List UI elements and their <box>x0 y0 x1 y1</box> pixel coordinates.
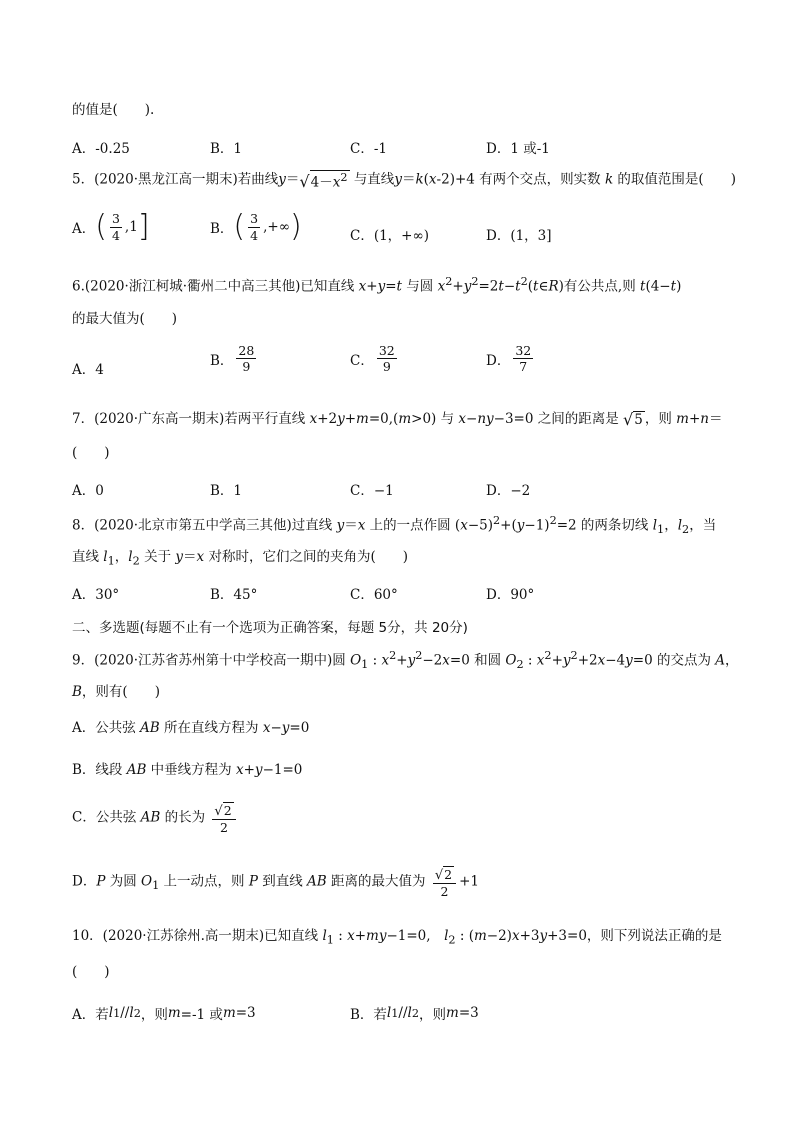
q8-option-a: A．30° <box>72 587 120 603</box>
q10-stem-line1: 10．(2020·江苏徐州.高一期末)已知直线 $l_1$ : x+my−1=0, $l_2$ : (m−2)x+3y+3=0，则下列说法正确的是 <box>72 928 722 947</box>
q4-option-c: C．-1 <box>350 141 387 157</box>
q9-option-b: B．线段 AB 中垂线方程为 x+y−1=0 <box>72 762 303 778</box>
q9-stem-line2: B，则有( ) <box>72 684 160 700</box>
q8-options <box>72 583 732 613</box>
q8-option-d: D．90° <box>486 587 535 603</box>
q4-option-d: D．1 或-1 <box>486 141 550 157</box>
q10-option-a: A．若 l 1 // l 2 ，则 m =-1 或 m =3 <box>72 1005 256 1023</box>
q5-option-c: C．(1，+∞) <box>350 228 430 244</box>
q6-option-c: C． $\frac{32}{9}$ <box>350 343 395 375</box>
q4-option-a: A．-0.25 <box>72 141 130 157</box>
q9-stem-line1: 9．(2020·江苏省苏州第十中学校高一期中)圆 $O_1$ : $x^2+y^2-2x=0$ 和圆 $O_2$ : $x^2+y^2+2x-4y=0$ 的交点为 A， <box>72 649 739 672</box>
q9-option-d: D．P 为圆 $O_1$ 上一动点，则 P 到直线 AB 距离的最大值为 √ 2 2 +1 <box>72 867 479 899</box>
q10-option-b: B．若 l 1 // l 2 ，则 m =3 <box>350 1005 479 1023</box>
q6-options <box>72 344 732 386</box>
q8-stem-line1: 8．(2020·北京市第五中学高三其他)过直线 y＝x 上的一点作圆 $(x-5)^2+(y-1)^2=2$ 的两条切线 $l_1$，$l_2$，当 <box>72 514 717 537</box>
q7-option-c: C．−1 <box>350 483 394 499</box>
q6-option-a: A．4 <box>72 362 104 378</box>
q9-option-c: C．公共弦 AB 的长为 √ 2 2 <box>72 802 239 834</box>
q10-stem-line2: ( ) <box>72 964 110 980</box>
q6-stem-line1: 6.(2020·浙江柯城·衢州二中高三其他)已知直线 x+y=t 与圆 $x^2+y^2=2t-t^2(t\in R)$有公共点,则 t(4−t) <box>72 275 682 295</box>
q4-stem-fragment: 的值是( ). <box>72 102 155 118</box>
q6-option-b: B． $\frac{28}{9}$ <box>210 343 255 375</box>
q7-option-a: A．0 <box>72 483 104 499</box>
q5-option-b: B． ( $\frac{3}{4}$ ,+∞ ) <box>210 209 302 244</box>
q4-options <box>72 137 732 167</box>
q7-options <box>72 479 732 509</box>
q7-option-b: B．1 <box>210 483 243 499</box>
q7-stem-line2: ( ) <box>72 445 110 461</box>
q6-option-d: D． $\frac{32}{7}$ <box>486 343 532 375</box>
q4-option-b: B．1 <box>210 141 243 157</box>
q8-stem-line2: 直线 $l_1$，$l_2$ 关于 y＝x 对称时，它们之间的夹角为( ) <box>72 549 408 568</box>
q5-option-a: A． ( $\frac{3}{4}$ ,1 ] <box>72 209 150 244</box>
q6-stem-line2: 的最大值为( ) <box>72 311 178 327</box>
q5-options <box>72 209 732 254</box>
q8-option-c: C．60° <box>350 587 398 603</box>
q7-stem-line1: 7．(2020·广东高一期末)若两平行直线 x+2y+m=0,(m>0) 与 x−ny−3=0 之间的距离是 √ 5 ，则 m+n＝ <box>72 409 723 429</box>
section-heading-multi-choice: 二、多选题(每题不止有一个选项为正确答案，每题 5分，共 20分) <box>72 620 468 636</box>
q9-option-a: A．公共弦 AB 所在直线方程为 x−y=0 <box>72 720 310 736</box>
q5-option-d: D．(1，3] <box>486 228 552 244</box>
sqrt-expression: √ $4-x^2$ <box>299 171 348 192</box>
q8-option-b: B．45° <box>210 587 258 603</box>
q10-options <box>72 1003 732 1033</box>
q7-option-d: D．−2 <box>486 483 531 499</box>
q5-stem: 5．(2020·黑龙江高一期末)若曲线y＝ √ $4-x^2$ 与直线y＝k(x-2)+4 有两个交点，则实数 k 的取值范围是( ) <box>72 171 736 192</box>
